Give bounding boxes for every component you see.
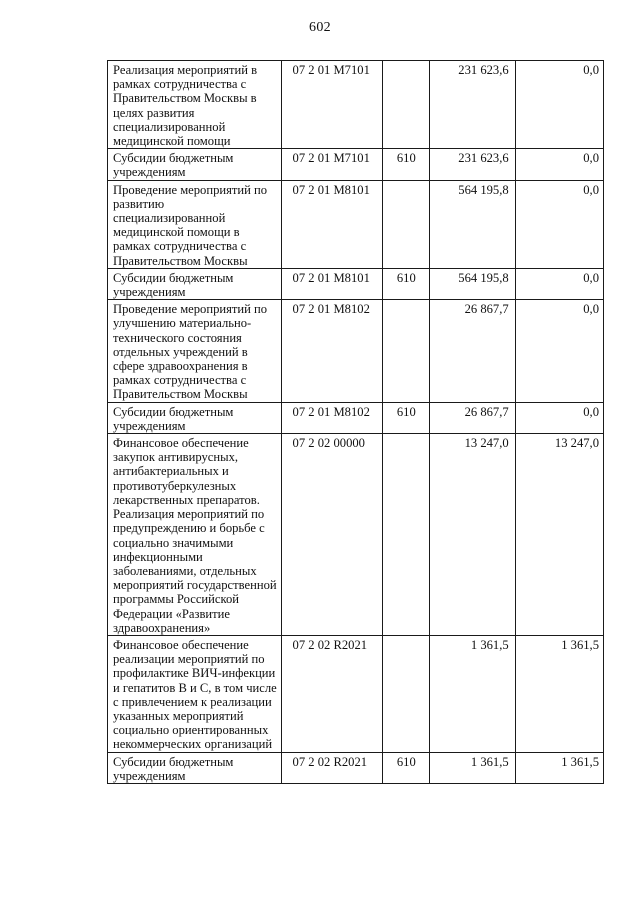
table-row — [108, 752, 604, 783]
table-row — [108, 180, 604, 268]
row-type-cell: 610 — [383, 268, 430, 299]
row-value2-cell: 0,0 — [515, 300, 603, 402]
row-value2-cell: 1 361,5 — [515, 752, 603, 783]
row-name-cell: Финансовое обеспечение закупок антивирусных, антибактериальных и противотуберкулезных лекарственных препаратов. Реализация мероприятий по предупреждению и борьбе с социально значимыми инфекционными заболеваниями, отдельных мероприятий государственной программы Российской Федерации «Развитие здравоохранения» — [108, 434, 282, 636]
table-row — [108, 635, 604, 752]
row-value1-cell: 231 623,6 — [430, 149, 515, 180]
row-type-cell: 610 — [383, 149, 430, 180]
row-type-cell: 610 — [383, 402, 430, 433]
row-value1-cell: 1 361,5 — [430, 752, 515, 783]
row-type-cell — [383, 635, 430, 752]
row-code-cell: 07 2 02 R2021 — [281, 752, 383, 783]
row-code-cell: 07 2 01 M7101 — [281, 61, 383, 149]
row-name-cell: Финансовое обеспечение реализации мероприятий по профилактике ВИЧ-инфекции и гепатитов B и C, в том числе с привлечением к реализации указанных мероприятий социально ориентированных некоммерческих организаций — [108, 635, 282, 752]
row-code-cell: 07 2 01 M8101 — [281, 180, 383, 268]
row-value2-cell: 0,0 — [515, 268, 603, 299]
row-type-cell — [383, 180, 430, 268]
row-value1-cell: 231 623,6 — [430, 61, 515, 149]
row-type-cell: 610 — [383, 752, 430, 783]
row-value2-cell: 13 247,0 — [515, 434, 603, 636]
row-value2-cell: 0,0 — [515, 402, 603, 433]
row-code-cell: 07 2 02 R2021 — [281, 635, 383, 752]
row-value1-cell: 564 195,8 — [430, 268, 515, 299]
row-value1-cell: 564 195,8 — [430, 180, 515, 268]
row-value1-cell: 26 867,7 — [430, 402, 515, 433]
row-name-cell: Субсидии бюджетным учреждениям — [108, 149, 282, 180]
row-code-cell: 07 2 01 M8102 — [281, 402, 383, 433]
row-name-cell: Проведение мероприятий по развитию специализированной медицинской помощи в рамках сотрудничества с Правительством Москвы — [108, 180, 282, 268]
row-type-cell — [383, 434, 430, 636]
row-name-cell: Субсидии бюджетным учреждениям — [108, 752, 282, 783]
page-number: 602 — [309, 20, 331, 35]
row-value1-cell: 1 361,5 — [430, 635, 515, 752]
table-row — [108, 61, 604, 149]
row-name-cell: Субсидии бюджетным учреждениям — [108, 402, 282, 433]
table-row — [108, 402, 604, 433]
row-name-cell: Проведение мероприятий по улучшению материально-технического состояния отдельных учреждений в сфере здравоохранения в рамках сотрудничества с Правительством Москвы — [108, 300, 282, 402]
row-code-cell: 07 2 01 M7101 — [281, 149, 383, 180]
row-value2-cell: 1 361,5 — [515, 635, 603, 752]
row-type-cell — [383, 300, 430, 402]
table-row — [108, 268, 604, 299]
table-row — [108, 300, 604, 402]
row-code-cell: 07 2 01 M8102 — [281, 300, 383, 402]
row-value1-cell: 26 867,7 — [430, 300, 515, 402]
row-value1-cell: 13 247,0 — [430, 434, 515, 636]
row-code-cell: 07 2 02 00000 — [281, 434, 383, 636]
row-value2-cell: 0,0 — [515, 180, 603, 268]
row-name-cell: Субсидии бюджетным учреждениям — [108, 268, 282, 299]
budget-table — [107, 60, 604, 784]
table-row — [108, 149, 604, 180]
row-type-cell — [383, 61, 430, 149]
row-value2-cell: 0,0 — [515, 149, 603, 180]
row-code-cell: 07 2 01 M8101 — [281, 268, 383, 299]
table-row — [108, 434, 604, 636]
row-name-cell: Реализация мероприятий в рамках сотрудничества с Правительством Москвы в целях развития специализированной медицинской помощи — [108, 61, 282, 149]
row-value2-cell: 0,0 — [515, 61, 603, 149]
